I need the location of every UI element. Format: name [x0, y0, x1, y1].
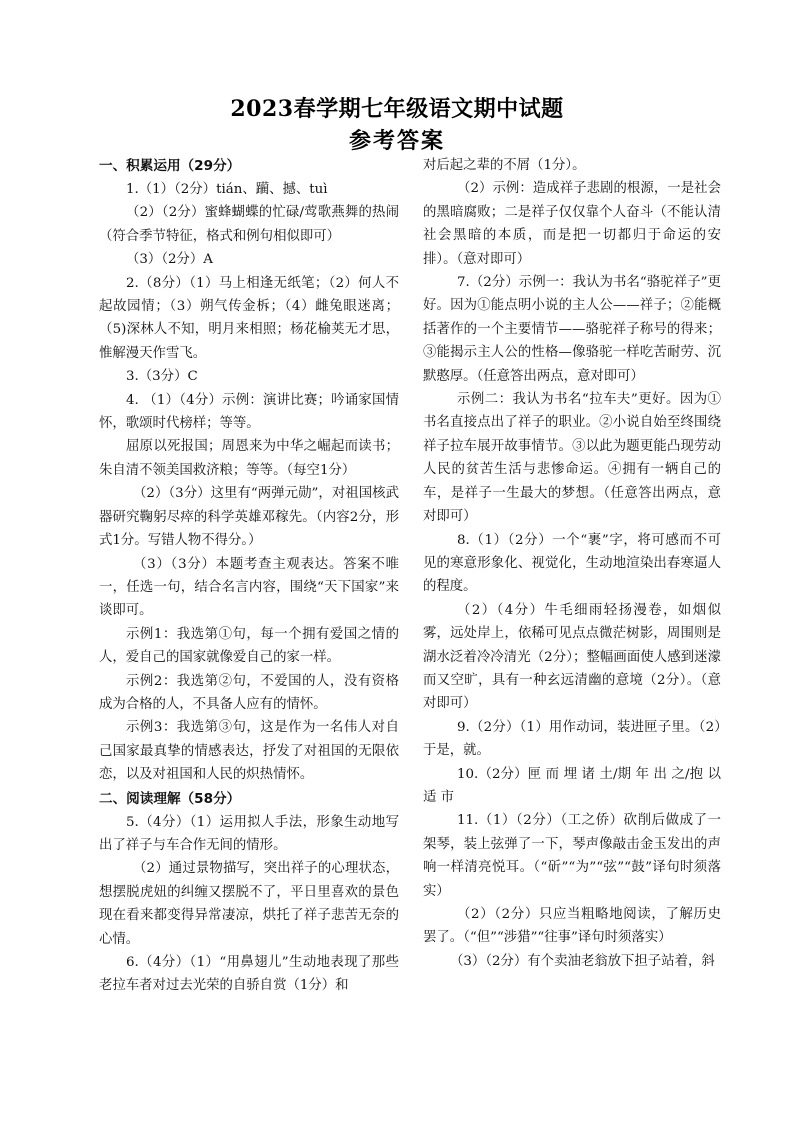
answer-q11-3: （3）（2分）有个卖油老翁放下担子站着，斜 — [450, 953, 715, 969]
answer-q4-3-example1: 示例1：我选第①句，每一个拥有爱国之情的人，爱自己的国家就像爱自己的家一样。 — [99, 626, 399, 666]
answer-q1-1: 1.（1）（2分）tián、躏、撼、tuì — [126, 182, 328, 197]
answer-q2: 2.（8分）（1）马上相逢无纸笔；（2）何人不起故园情；（3）朔气传金柝；（4）雌兔眼迷离；（5)深林人不知，明月来相照；杨花榆荚无才思，惟解漫天作雪飞。 — [99, 275, 399, 361]
answer-q4-1-examples: 屈原以死报国；周恩来为中华之崛起而读书；朱自清不领美国救济粮；等等。（每空1分） — [99, 439, 399, 478]
answer-q11-2: （2）（2分）只应当粗略地阅读，了解历史罢了。（“但”“涉猎”“往事”译句时须落实） — [423, 907, 721, 946]
answer-q11-1: 11.（1）（2分）（工之侨）砍削后做成了一架琴，装上弦弹了一下，琴声像敲击金玉发出的声响一样清亮悦耳。（“斫”“为”“弦”“鼓”译句时须落实） — [423, 813, 721, 899]
answer-q4-3-example3: 示例3：我选第③句，这是作为一名伟人对自己国家最真挚的情感表达，抒发了对祖国的无限依恋，以及对祖国和人民的炽热情怀。 — [99, 720, 399, 783]
answer-q6-2: （2）示例：造成祥子悲剧的根源，一是社会的黑暗腐败；二是祥子仅仅靠个人奋斗（不能认清社会黑暗的本质，而是把一切都归于命运的安排）。（意对即可） — [423, 181, 721, 267]
answer-q4-3-example2: 示例2：我选第②句，不爱国的人，没有资格成为合格的人，不具备人应有的情怀。 — [99, 673, 399, 712]
answer-q4-2: （2）（3分）这里有“两弹元勋”，对祖国核武器研究鞠躬尽瘁的科学英雄邓稼先。（内容2分，形式1分。写错人物不得分。） — [99, 486, 399, 549]
section-heading-accumulation: 一、积累运用（29分） — [99, 158, 241, 174]
answer-q4-3: （3）（3分）本题考查主观表达。答案不唯一，任选一句，结合名言内容，围绕“天下国家”来谈即可。 — [99, 556, 399, 619]
page-title: 2023春学期七年级语文期中试题 — [230, 96, 564, 122]
page-subtitle: 参考答案 — [348, 128, 445, 154]
right-column — [423, 154, 721, 973]
answer-q7-example2: 示例二：我认为书名“拉车夫”更好。因为①书名直接点出了祥子的职业。②小说自始至终围绕祥子拉车展开故事情节。③以此为题更能凸现劳动人民的贫苦生活与悲惨命运。④拥有一辆自己的车，是祥子一生最大的梦想。（任意答出两点，意对即可） — [423, 392, 721, 525]
answer-q10: 10.（2分）匣 而 埋 诸 土/期 年 出 之/抱 以 适 市 — [423, 766, 721, 805]
answer-q6-1-cont: 对后起之辈的不屑（1分）。 — [423, 158, 586, 173]
left-column — [99, 154, 399, 998]
answer-q6-1: 6.（4分）（1）“用鼻翅儿”生动地表现了那些老拉车者对过去光荣的自骄自赏（1分）和 — [99, 955, 399, 994]
answer-q1-2: （2）（2分）蜜蜂蝴蝶的忙碌/莺歌燕舞的热闹（符合季节特征，格式和例句相似即可） — [99, 205, 399, 244]
answer-q7-example1: 7.（2分）示例一：我认为书名“骆驼祥子”更好。因为①能点明小说的主人公——祥子；②能概括著作的一个主要情节——骆驼祥子称号的得来；③能揭示主人公的性格—像骆驼一样吃苦耐劳、沉默憨厚。（任意答出两点，意对即可） — [423, 275, 721, 384]
answer-q5-1: 5.（4分）（1）运用拟人手法，形象生动地写出了祥子与车合作无间的情形。 — [99, 814, 399, 853]
answer-q9: 9.（2分）（1）用作动词，装进匣子里。（2）于是，就。 — [423, 719, 721, 759]
answer-q3: 3.（3分）C — [126, 369, 198, 385]
answer-q5-2: （2）通过景物描写，突出祥子的心理状态，想摆脱虎妞的纠缠又摆脱不了，平日里喜欢的景色现在看来都变得异常凄凉，烘托了祥子悲苦无奈的心情。 — [99, 861, 399, 947]
answer-q1-3: （3）（2分）A — [126, 252, 213, 268]
section-heading-reading: 二、阅读理解（58分） — [99, 790, 241, 807]
answer-q8-1: 8.（1）（2分）一个“裹”字，将可感而不可见的寒意形象化、视觉化，生动地渲染出春寒逼人的程度。 — [423, 532, 721, 595]
answer-q8-2: （2）（4分）牛毛细雨轻扬漫卷，如烟似雾，远处岸上，依稀可见点点微茫树影，周围则是湖水泛着冷冷清光（2分）；整幅画面使人感到迷濛而又空旷，具有一种玄远清幽的意境（2分）。（意对即可） — [423, 602, 721, 712]
answer-q4-1: 4. （1）（4分）示例：演讲比赛；吟诵家国情怀，歌颂时代榜样；等等。 — [99, 392, 399, 432]
